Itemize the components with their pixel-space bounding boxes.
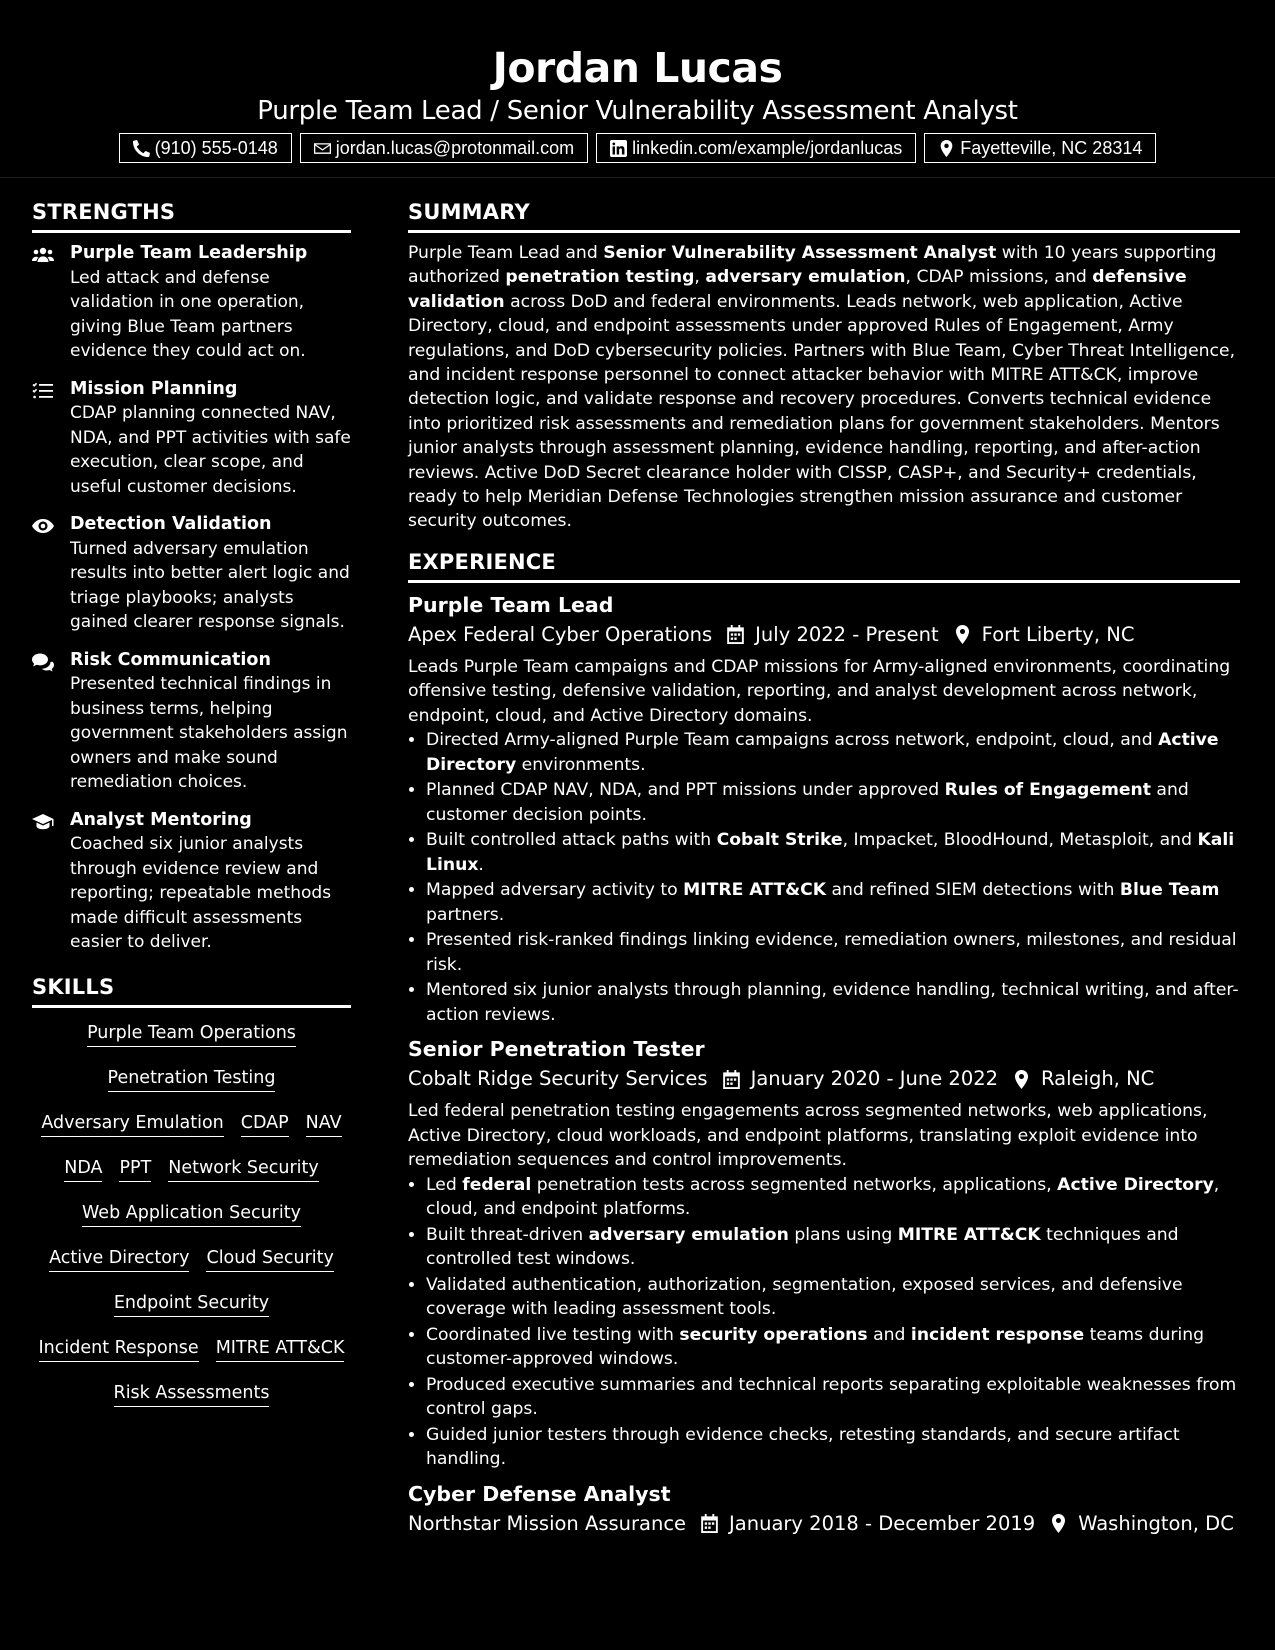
bold-keyword: Senior Vulnerability Assessment Analyst — [603, 243, 997, 263]
phone-icon — [133, 140, 150, 157]
skills-row — [32, 1147, 351, 1192]
text-run: Built threat-driven — [426, 1224, 589, 1245]
job-bullet — [426, 778, 1240, 827]
contact-phone[interactable] — [119, 133, 292, 163]
linkedin-icon — [610, 140, 627, 157]
job-title: Purple Team Lead — [408, 592, 614, 617]
text-run: environments. — [516, 754, 646, 775]
strength-desc: Turned adversary emulation results into better alert logic and triage playbooks; analysts gained clearer response signals. — [70, 538, 350, 632]
strength-item — [32, 377, 351, 500]
strengths-heading: STRENGTHS — [32, 196, 351, 233]
skills-row — [32, 1282, 351, 1327]
strength-title: Purple Team Leadership — [70, 243, 308, 263]
strength-title: Detection Validation — [70, 514, 272, 534]
users-icon — [32, 245, 54, 265]
contact-linkedin[interactable] — [596, 133, 916, 163]
skill-tag: Cloud Security — [206, 1247, 333, 1272]
job-meta — [408, 1508, 1240, 1540]
skill-tag: CDAP — [241, 1112, 289, 1137]
skill-tag: NAV — [306, 1112, 342, 1137]
bold-keyword: federal — [462, 1174, 532, 1195]
job-company: Northstar Mission Assurance — [408, 1511, 687, 1535]
text-run: and refined SIEM detections with — [826, 880, 1120, 901]
bold-keyword: Active Directory — [426, 730, 1219, 775]
calendar-icon — [722, 1070, 741, 1089]
comments-icon — [32, 652, 54, 672]
text-run: , cloud, and endpoint platforms. — [426, 1174, 1220, 1220]
text-run: plans using — [788, 1224, 898, 1245]
bold-keyword: MITRE ATT&CK — [897, 1224, 1041, 1245]
job-dates: January 2020 - June 2022 — [750, 1067, 999, 1091]
contact-location[interactable] — [924, 133, 1156, 163]
job-description: Led federal penetration testing engagements across segmented networks, web applications, Active Directory, cloud workloads, and endpoint platforms, translating exploit evidence into remediation sequences and control improvements. — [408, 1101, 1208, 1171]
text-run: teams during customer-approved windows. — [426, 1324, 1205, 1370]
job-location: Washington, DC — [1078, 1511, 1234, 1535]
bold-keyword: Blue Team — [1119, 880, 1220, 901]
bold-keyword: adversary emulation — [588, 1224, 789, 1245]
email-icon — [314, 140, 331, 157]
skill-tag: NDA — [64, 1157, 102, 1182]
skill-tag: Risk Assessments — [114, 1382, 270, 1407]
skills-list — [32, 1012, 351, 1417]
job-bullets — [408, 728, 1240, 1027]
contact-bar — [0, 133, 1275, 163]
text-run: Presented risk-ranked findings linking evidence, remediation owners, milestones, and residual risk. — [426, 930, 1237, 975]
contact-phone-text: (910) 555-0148 — [154, 137, 278, 158]
text-run: and — [867, 1324, 911, 1345]
job-entry — [408, 591, 1240, 1028]
skill-tag: Endpoint Security — [114, 1292, 269, 1317]
text-run: , CDAP missions, and — [905, 267, 1093, 288]
resume-header — [0, 0, 1275, 178]
skill-tag: Adversary Emulation — [41, 1112, 223, 1137]
strength-item — [32, 808, 351, 955]
text-run: penetration tests across segmented networks, applications, — [531, 1174, 1058, 1195]
job-bullets — [408, 1173, 1240, 1472]
skills-heading: SKILLS — [32, 971, 351, 1008]
skills-row — [32, 1372, 351, 1417]
text-run: . — [478, 854, 484, 875]
summary-text — [408, 241, 1240, 534]
job-bullet — [426, 1323, 1240, 1372]
contact-location-text: Fayetteville, NC 28314 — [960, 137, 1143, 158]
job-meta — [408, 1063, 1240, 1095]
skill-tag: Network Security — [168, 1157, 319, 1182]
location-icon — [938, 140, 955, 157]
left-column — [32, 196, 351, 1417]
job-entry — [408, 1480, 1240, 1540]
bold-keyword: penetration testing — [505, 267, 695, 288]
bold-keyword: MITRE ATT&CK — [683, 880, 827, 901]
strength-desc: Led attack and defense validation in one operation, giving Blue Team partners evidence they could act on. — [70, 267, 306, 361]
text-run: techniques and controlled test windows. — [426, 1224, 1179, 1270]
job-description: Leads Purple Team campaigns and CDAP missions for Army-aligned environments, coordinating offensive testing, defensive validation, reporting, and analyst development across network, endpoint, cloud, and Active Directory domains. — [408, 656, 1231, 726]
calendar-icon — [726, 625, 745, 644]
strength-desc: Coached six junior analysts through evidence review and reporting; repeatable methods made difficult assessments easier to deliver. — [70, 834, 332, 952]
text-run: Mentored six junior analysts through planning, evidence handling, technical writing, and after-action reviews. — [426, 980, 1239, 1025]
list-check-icon — [32, 381, 54, 401]
skills-row — [32, 1237, 351, 1282]
skills-row — [32, 1057, 351, 1102]
bold-keyword: defensive validation — [408, 267, 1187, 312]
text-run: across DoD and federal environments. Leads network, web application, Active Directory, cloud, and endpoint assessments under approved Rules of Engagement, Army regulations, and DoD cybersecurity policies. Partners with Blue Team, Cyber Threat Intelligence, and incident response personnel to connect attacker behavior with MITRE ATT&CK, improve detection logic, and validate response and recovery procedures. Converts technical evidence into prioritized risk assessments and remediation plans for government stakeholders. Mentors junior analysts through assessment planning, evidence handling, reporting, and after-action reviews. Active DoD Secret clearance holder with CISSP, CASP+, and Security+ credentials, ready to help Meridian Defense Technologies strengthen mission assurance and customer security outcomes. — [408, 291, 1236, 532]
job-company: Cobalt Ridge Security Services — [408, 1067, 708, 1091]
strength-item — [32, 648, 351, 795]
bold-keyword: Cobalt Strike — [716, 830, 843, 851]
bold-keyword: adversary emulation — [705, 267, 906, 288]
text-run: Planned CDAP NAV, NDA, and PPT missions under approved — [426, 780, 945, 801]
strength-desc: CDAP planning connected NAV, NDA, and PPT activities with safe execution, clear scope, and useful customer decisions. — [70, 403, 351, 497]
right-column — [408, 196, 1240, 1544]
job-title: Senior Penetration Tester — [408, 1037, 705, 1062]
strength-desc: Presented technical findings in business terms, helping government stakeholders assign owners and make sound remediation choices. — [70, 674, 348, 792]
skill-tag: Incident Response — [39, 1337, 199, 1362]
job-dates: July 2022 - Present — [755, 622, 939, 646]
job-bullet — [426, 1173, 1240, 1222]
candidate-name: Jordan Lucas — [492, 44, 783, 92]
text-run: Purple Team Lead and — [408, 243, 604, 263]
strength-item — [32, 241, 351, 364]
text-run: and customer decision points. — [426, 780, 1189, 825]
strength-title: Risk Communication — [70, 649, 271, 670]
skill-tag: Purple Team Operations — [87, 1022, 296, 1047]
bold-keyword: security operations — [679, 1324, 868, 1345]
skills-row — [32, 1012, 351, 1057]
job-bullet — [426, 828, 1240, 877]
experience-list — [408, 591, 1240, 1540]
contact-email-text: jordan.lucas@protonmail.com — [335, 137, 575, 158]
job-company: Apex Federal Cyber Operations — [408, 622, 713, 646]
graduation-cap-icon — [32, 812, 54, 832]
bold-keyword: incident response — [910, 1324, 1085, 1345]
location-pin-icon — [953, 625, 972, 644]
skills-row — [32, 1327, 351, 1372]
bold-keyword: Rules of Engagement — [944, 780, 1151, 801]
candidate-title: Purple Team Lead / Senior Vulnerability Assessment Analyst — [257, 96, 1018, 126]
text-run: partners. — [426, 904, 505, 925]
contact-linkedin-text: linkedin.com/example/jordanlucas — [632, 137, 903, 158]
job-meta — [408, 619, 1240, 651]
job-bullet — [426, 978, 1240, 1027]
skills-row — [32, 1102, 351, 1147]
skills-row — [32, 1192, 351, 1237]
job-bullet — [426, 1223, 1240, 1272]
job-dates: January 2018 - December 2019 — [729, 1511, 1036, 1535]
text-run: Coordinated live testing with — [426, 1324, 680, 1345]
text-run: Validated authentication, authorization, segmentation, exposed services, and defensive coverage with leading assessment tools. — [426, 1274, 1183, 1320]
job-bullet — [426, 1423, 1240, 1472]
summary-heading: SUMMARY — [408, 196, 1240, 233]
text-run: Guided junior testers through evidence checks, retesting standards, and secure artifact handling. — [426, 1424, 1180, 1470]
job-bullet — [426, 928, 1240, 977]
bold-keyword: Active Directory — [1057, 1174, 1214, 1195]
skill-tag: PPT — [119, 1157, 151, 1182]
text-run: Directed Army-aligned Purple Team campaigns across network, endpoint, cloud, and — [426, 730, 1159, 751]
experience-heading: EXPERIENCE — [408, 546, 1240, 583]
text-run: , — [694, 267, 706, 288]
text-run: with 10 years supporting authorized — [408, 243, 1217, 288]
calendar-icon — [700, 1514, 719, 1533]
location-pin-icon — [1049, 1514, 1068, 1533]
job-bullet — [426, 878, 1240, 927]
job-title: Cyber Defense Analyst — [408, 1481, 671, 1506]
location-pin-icon — [1012, 1070, 1031, 1089]
strength-title: Analyst Mentoring — [70, 809, 252, 830]
skill-tag: MITRE ATT&CK — [216, 1337, 345, 1362]
job-bullet — [426, 1373, 1240, 1422]
skill-tag: Penetration Testing — [108, 1067, 276, 1092]
text-run: Mapped adversary activity to — [426, 880, 684, 901]
skill-tag: Active Directory — [49, 1247, 189, 1272]
strength-item — [32, 512, 351, 635]
job-bullet — [426, 1273, 1240, 1322]
text-run: , Impacket, BloodHound, Metasploit, and — [842, 830, 1198, 851]
bold-keyword: Kali Linux — [426, 830, 1235, 875]
job-location: Raleigh, NC — [1041, 1067, 1155, 1091]
text-run: Built controlled attack paths with — [426, 830, 717, 851]
strength-title: Mission Planning — [70, 378, 238, 399]
text-run: Produced executive summaries and technical reports separating exploitable weaknesses from control gaps. — [426, 1374, 1237, 1420]
skill-tag: Web Application Security — [82, 1202, 301, 1227]
eye-icon — [32, 516, 54, 536]
contact-email[interactable] — [300, 133, 588, 163]
text-run: Led — [426, 1174, 463, 1195]
job-entry — [408, 1035, 1240, 1472]
job-location: Fort Liberty, NC — [981, 622, 1135, 646]
job-bullet — [426, 728, 1240, 777]
